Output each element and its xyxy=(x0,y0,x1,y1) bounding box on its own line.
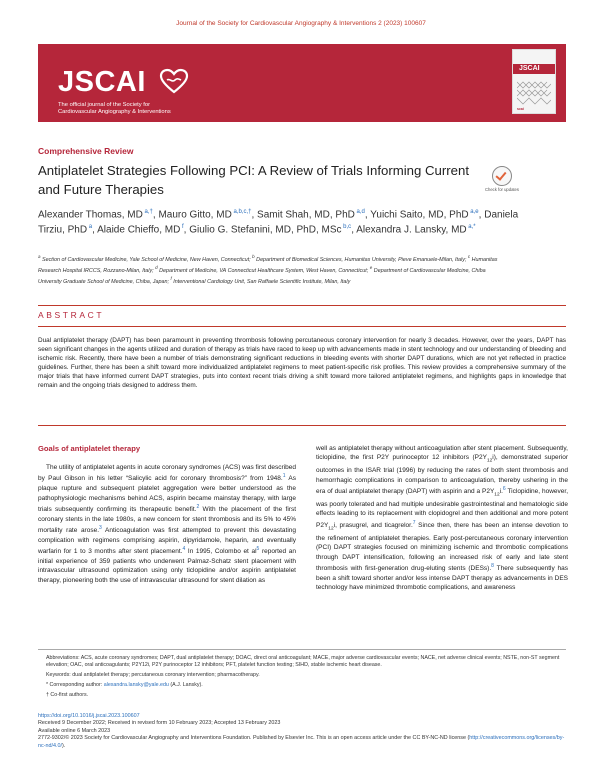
citation-link[interactable]: 3 xyxy=(99,525,102,532)
citation-link[interactable]: 6 xyxy=(502,486,506,493)
author-affiliation-marker: a,* xyxy=(466,224,476,231)
abstract-bottom-rule xyxy=(38,425,566,426)
affiliation-text: Section of Cardiovascular Medicine, Yale School of Medicine, New Haven, Connecticut; xyxy=(40,256,253,263)
journal-tagline xyxy=(58,102,258,116)
cover-logo: JSCAI xyxy=(519,65,540,72)
tagline-line: Cardiovascular Angiography & Interventions xyxy=(58,109,171,115)
citation-link[interactable]: 8 xyxy=(491,563,494,570)
body-paragraph: The utility of antiplatelet agents in acute coronary syndromes (ACS) was first described by Paul Gibson in his letter “Salicylic acid for coronary thrombosis?” from 1948.$^1$ As plaque rupture and subsequent platelet aggregation were better understood as the pathophysiologic mechanisms behind ACS, aspirin became mainstay therapy, with large trials subsequently confirming its therapeutic benefit.$^2$ With the placement of the first coronary stents in the late 1980s, a new concern for stent thrombosis and its 5% to 45% mortality rate arose.$^3$ Anticoagulation was first attempted to prevent this devastating complication with regimens comprising aspirin, dipyridamole, heparin, and eventually warfarin for 1 to 3 months after stent placement.$^4$ In 1995, Colombo et $al^5$ reported an initial experience of 359 patients who underwent Palmaz-Schatz stent placement with intravascular ultrasound optimization using only ticlopidine and/or aspirin antiplatelet therapy, pioneering both the use of intravascular ultrasound for stent dilation as xyxy=(38,464,297,584)
publication-info xyxy=(38,713,566,750)
author-affiliation-marker: a xyxy=(87,224,93,231)
citation-link[interactable]: 1 xyxy=(282,473,286,480)
license-prefix: 2772-9302/© 2023 Society for Cardiovascular Angiography and Interventions Foundation. Published by Elsevier Inc. This is an open access article under the CC BY-NC-ND license ( xyxy=(38,735,470,742)
license-suffix: ). xyxy=(61,742,66,749)
affiliation-text: Interventional Cardiology Unit, San Raffaele Scientific Institute, Milan, Italy xyxy=(171,279,351,286)
citation-link[interactable]: 4 xyxy=(182,546,186,553)
corresponding-author-note xyxy=(38,682,566,689)
heart-logo-icon xyxy=(159,68,189,94)
journal-banner xyxy=(38,44,566,122)
affiliation-marker: e xyxy=(369,265,373,271)
license-statement xyxy=(38,735,566,750)
journal-cover-thumbnail[interactable] xyxy=(512,49,556,114)
check-for-updates-button[interactable] xyxy=(481,166,523,192)
keywords-note: Keywords: dual antiplatelet therapy; percutaneous coronary intervention; pharmacotherapy. xyxy=(46,672,260,679)
author-affiliation-marker: a,† xyxy=(142,209,153,215)
check-updates-label: Check for updates xyxy=(485,187,519,192)
abstract-heading-rule xyxy=(38,326,566,327)
footnotes xyxy=(38,655,566,702)
affiliation-marker: f xyxy=(170,276,172,282)
cofirst-note: † Co-first authors. xyxy=(46,692,89,699)
citation-link[interactable]: 5 xyxy=(256,546,260,553)
author-list: Alexander Thomas, MD $^{a,\dagger}$, Mauro Gitto, MD $^{a,b,c,\dagger}$, Samit Shah, MD, PhD $^{a,d}$, Yuichi Saito, MD, PhD $^{a,e}$, Daniela Tirziu, PhD $^a$, Alaide Chieffo, MD $^f$, Giulio G. Stefanini, MD, PhD, MSc $^{b,c}$, Alexandra J. Lansky, MD $^{a,*}$ xyxy=(38,209,519,236)
author-affiliation-marker: b,c xyxy=(341,224,352,231)
corresponding-email-link[interactable]: alexandra.lansky@yale.edu xyxy=(103,682,169,689)
author-affiliation-marker: a,e xyxy=(468,209,479,215)
author-name[interactable]: Alaide Chieffo, MD xyxy=(97,224,181,236)
affiliation-text: Humanitas Research Hospital IRCCS, Rozzano-Milan, Italy; xyxy=(38,256,498,274)
journal-reference: Journal of the Society for Cardiovascular Angiography & Interventions 2 (2023) 100607 xyxy=(176,20,426,27)
affiliations xyxy=(38,253,508,287)
affiliation-marker: d xyxy=(155,265,158,271)
corresponding-prefix: * Corresponding author: xyxy=(46,682,104,689)
subscript: 12 xyxy=(328,526,334,532)
abstract-heading: ABSTRACT xyxy=(38,310,105,320)
doi-link[interactable]: https://doi.org/10.1016/j.jscai.2023.100607 xyxy=(38,713,140,719)
body-paragraph: well as antiplatelet therapy without anticoagulation after stent placement. Subsequently, ticlopidine, the first P2Y purinoceptor 12 inhibitors $(P2Y_{12}i)$, demonstrated superior outcomes in the ISAR trial (1996) by reducing the rates of both stent thrombosis and hemorrhagic complications in comparison to anticoagulation, thereby ushering in the era of dual antiplatelet therapy (DAPT) with aspirin and a $P2Y_{12}i.^6$ Ticlopidine, however, was poorly tolerated and had multiple undesirable gastrointestinal and hematologic side effects leading to its replacement with clopidogrel and then additional and more potent $P2Y_{12}i$, prasugrel, and ticagrelor.$^7$ Since then, there has been an intense devotion to the refinement of antiplatelet therapies. Early post-percutaneous coronary intervention (PCI) DAPT strategies focused on minimizing ischemic and thrombotic complications through DAPT intensification, following an increased risk of early and late stent thrombosis with first-generation drug-eluting stents (DESs).$^8$ There subsequently has been a shift toward shorter and/or less intense DAPT therapy as advancements in DES technology have minimized thrombotic complications, and awareness xyxy=(316,445,568,592)
author-affiliation-marker: a,b,c,† xyxy=(231,209,252,215)
abstract-top-rule xyxy=(38,305,566,306)
author-name[interactable]: Samit Shah, MD, PhD xyxy=(257,209,355,221)
affiliation-marker: c xyxy=(467,254,471,259)
subscript: 12 xyxy=(494,492,500,498)
affiliation-text: Department of Medicine, VA Connecticut Healthcare System, West Haven, Connecticut; xyxy=(157,268,370,274)
author-name[interactable]: Alexander Thomas, MD xyxy=(38,209,143,221)
author-name[interactable]: Alexandra J. Lansky, MD xyxy=(356,224,467,236)
corresponding-suffix: (A.J. Lansky). xyxy=(168,682,203,689)
affiliation-text: Department of Cardiovascular Medicine, Chiba University Graduate School of Medicine, Chiba, Japan; xyxy=(38,268,486,286)
license-link[interactable]: http://creativecommons.org/licenses/by-nc-nd/4.0/ xyxy=(38,735,565,749)
cover-footer: scai xyxy=(517,107,524,111)
section-heading: Goals of antiplatelet therapy xyxy=(38,444,141,453)
citation-link[interactable]: 2 xyxy=(196,503,200,510)
body-column-left xyxy=(38,444,296,585)
affiliation-marker: a xyxy=(38,254,41,259)
affiliation-text: Department of Biomedical Sciences, Humanitas University, Pieve Emanuele-Milan, Italy; xyxy=(254,256,468,263)
author-name[interactable]: Giulio G. Stefanini, MD, PhD, MSc xyxy=(189,224,342,236)
citation-link[interactable]: 7 xyxy=(412,519,416,526)
abbreviations-note: Abbreviations: ACS, acute coronary syndromes; DAPT, dual antiplatelet therapy; DOAC, direct oral anticoagulant; MACE, major adverse cardiovascular events; NACE, net adverse clinical events; NSTE, non-ST segment elevation; OAC, oral anticoagulants; P2Y12i, P2Y purinoceptor 12 inhibitors; PFT, platelet function testing; SIHD, stable ischemic heart disease. xyxy=(46,655,560,669)
footnote-rule xyxy=(38,649,566,650)
article-type-label: Comprehensive Review xyxy=(38,146,134,156)
author-name[interactable]: Yuichi Saito, MD, PhD xyxy=(370,209,469,221)
author-name[interactable]: Daniela Tirziu, PhD xyxy=(38,209,519,236)
journal-logo: JSCAI xyxy=(58,66,146,98)
affiliation-marker: b xyxy=(252,254,255,259)
author-affiliation-marker: a,d xyxy=(354,209,365,215)
received-dates: Received 9 December 2022; Received in revised form 10 February 2023; Accepted 13 February 2023 xyxy=(38,720,281,727)
subscript: 12 xyxy=(486,458,493,464)
tagline-line: The official journal of the Society for xyxy=(58,102,151,108)
check-updates-icon xyxy=(492,166,512,186)
author-affiliation-marker: f xyxy=(180,224,184,231)
stent-mesh-icon xyxy=(517,78,551,108)
abstract-text: Dual antiplatelet therapy (DAPT) has been paramount in preventing thrombosis following percutaneous coronary intervention for nearly 3 decades. However, over the years, DAPT has seen significant changes in the agents utilized and duration of therapy as trials have raced to keep up with advancements made in stent technology and our understanding of bleeding and ischemic risk. Recently, there have been a number of trials demonstrating significant reductions in bleeding events with shorter DAPT durations, which are not yet reflected in practice guidelines. Further, there has been a shift toward more individualized antiplatelet regimens to meet patient-specific risk profiles. This review provides a comprehensive summary of the major trials that have informed current DAPT strategies, puts into context recent trials driving a shift toward more tailored antiplatelet regimens, and highlights gaps in knowledge that remain and the ongoing trials designed to address them. xyxy=(38,337,566,389)
body-column-right xyxy=(316,444,568,593)
article-title: Antiplatelet Strategies Following PCI: A Review of Trials Informing Current and Future Therapies xyxy=(38,163,469,197)
author-name[interactable]: Mauro Gitto, MD xyxy=(158,209,232,221)
available-date: Available online 6 March 2023 xyxy=(38,727,111,734)
